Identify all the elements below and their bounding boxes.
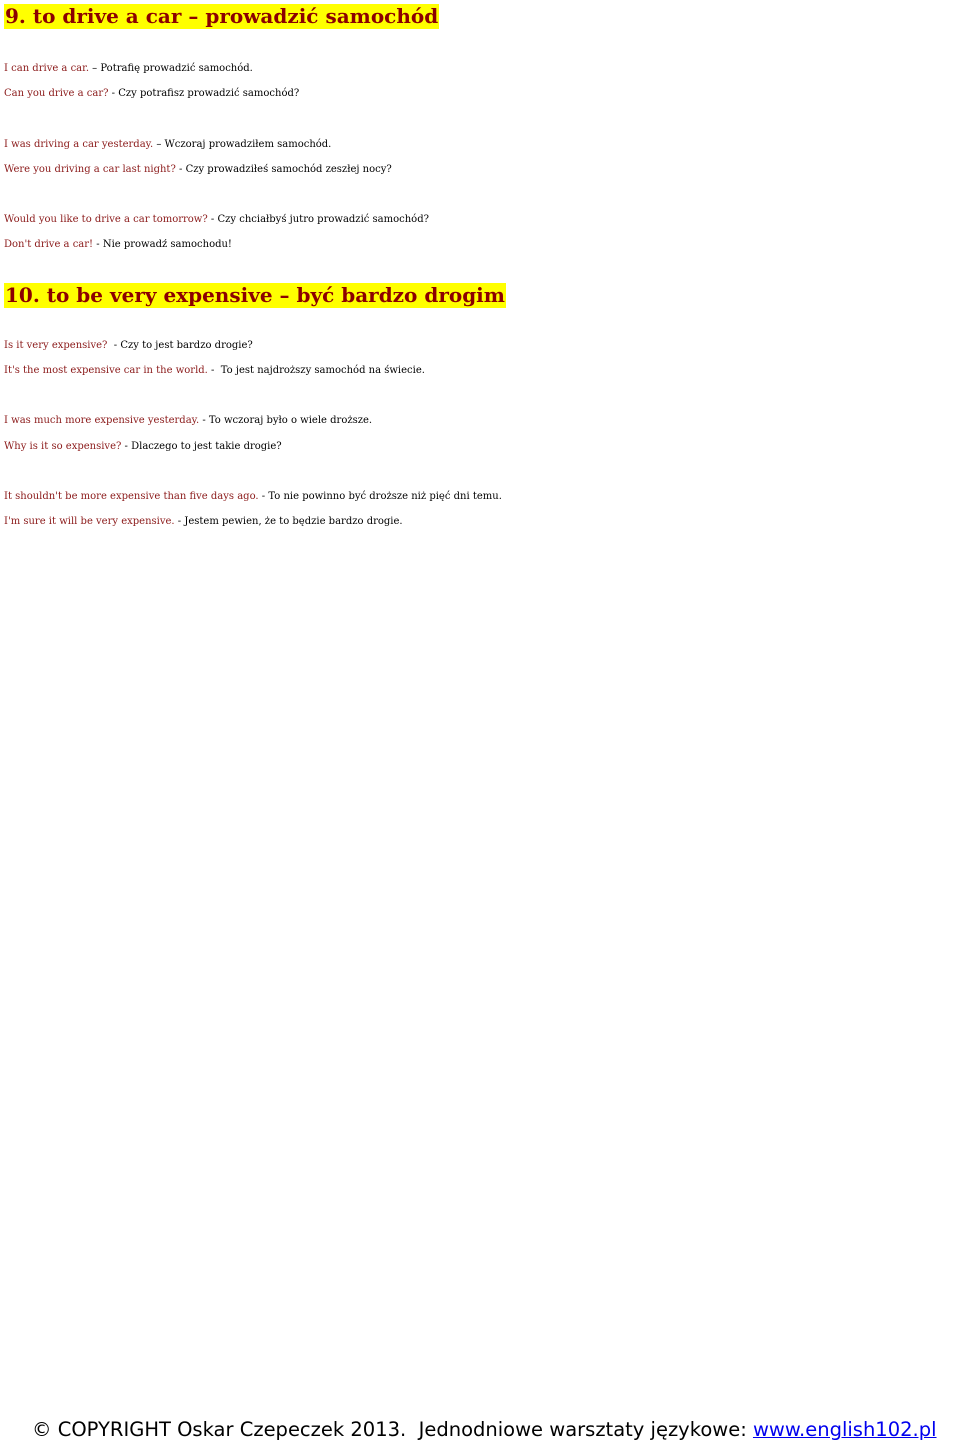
polish-translation: Czy prowadziłeś samochód zeszłej nocy?	[185, 163, 392, 175]
polish-translation: To wczoraj było o wiele droższe.	[208, 415, 373, 427]
footer	[32, 1416, 937, 1444]
english-sentence: I can drive a car.	[4, 63, 89, 74]
sentence-line: Were you driving a car last night? - Czy prowadziłeś samochód zeszłej nocy?	[4, 163, 392, 175]
section-10-heading: 10. to be very expensive – być bardzo drogim	[5, 282, 505, 307]
sentence-line: Would you like to drive a car tomorrow? - Czy chciałbyś jutro prowadzić samochód?	[4, 214, 429, 226]
english-sentence: I was driving a car yesterday.	[4, 138, 154, 150]
sentence-line: Is it very expensive? - Czy to jest bardzo drogie?	[4, 339, 253, 351]
english-sentence: It shouldn't be more expensive than five days ago.	[4, 491, 259, 502]
english-sentence: Why is it so expensive?	[4, 440, 122, 452]
polish-translation: Czy chciałbyś jutro prowadzić samochód?	[217, 214, 429, 226]
sentence-line: Can you drive a car? - Czy potrafisz prowadzić samochód?	[4, 88, 300, 100]
polish-translation: To jest najdroższy samochód na świecie.	[220, 365, 425, 377]
english-sentence: It's the most expensive car in the world.	[4, 365, 208, 377]
section-10	[4, 283, 960, 535]
sentence-line: I was much more expensive yesterday. - To wczoraj było o wiele droższe.	[4, 415, 373, 427]
polish-translation: Dlaczego to jest takie drogie?	[131, 440, 282, 452]
polish-translation: Jestem pewien, że to będzie bardzo drogie.	[184, 516, 403, 528]
english-sentence: Were you driving a car last night?	[4, 163, 176, 175]
sentence-line: I can drive a car. – Potrafię prowadzić samochód.	[4, 63, 253, 74]
english-sentence: Can you drive a car?	[4, 88, 109, 100]
sentence-line: I'm sure it will be very expensive. - Jestem pewien, że to będzie bardzo drogie.	[4, 516, 403, 528]
document-page	[4, 0, 960, 534]
section-9	[4, 4, 960, 283]
sentence-line: It shouldn't be more expensive than five days ago. - To nie powinno być droższe niż pięć dni temu.	[4, 491, 502, 502]
polish-translation: To nie powinno być droższe niż pięć dni temu.	[268, 491, 502, 502]
polish-translation: Wczoraj prowadziłem samochód.	[164, 138, 332, 150]
polish-translation: Czy potrafisz prowadzić samochód?	[118, 88, 300, 100]
copyright-text: © COPYRIGHT Oskar Czepeczek 2013. Jednodniowe warsztaty językowe:	[32, 1418, 753, 1441]
sentence-line: I was driving a car yesterday. – Wczoraj prowadziłem samochód.	[4, 138, 332, 150]
english-sentence: I was much more expensive yesterday.	[4, 415, 200, 427]
sentence-line: Don't drive a car! - Nie prowadź samochodu!	[4, 239, 232, 251]
website-link[interactable]: www.english102.pl	[752, 1418, 937, 1441]
section-9-heading: 9. to drive a car – prowadzić samochód	[5, 4, 439, 28]
english-sentence: I'm sure it will be very expensive.	[4, 516, 175, 528]
english-sentence: Don't drive a car!	[4, 239, 94, 251]
english-sentence: Is it very expensive?	[4, 339, 108, 351]
polish-translation: Czy to jest bardzo drogie?	[120, 339, 253, 351]
polish-translation: Nie prowadź samochodu!	[102, 239, 232, 251]
polish-translation: Potrafię prowadzić samochód.	[100, 63, 253, 74]
sentence-line: Why is it so expensive? - Dlaczego to jest takie drogie?	[4, 440, 282, 452]
sentence-line: It's the most expensive car in the world. - To jest najdroższy samochód na świecie.	[4, 365, 425, 377]
english-sentence: Would you like to drive a car tomorrow?	[4, 214, 208, 226]
